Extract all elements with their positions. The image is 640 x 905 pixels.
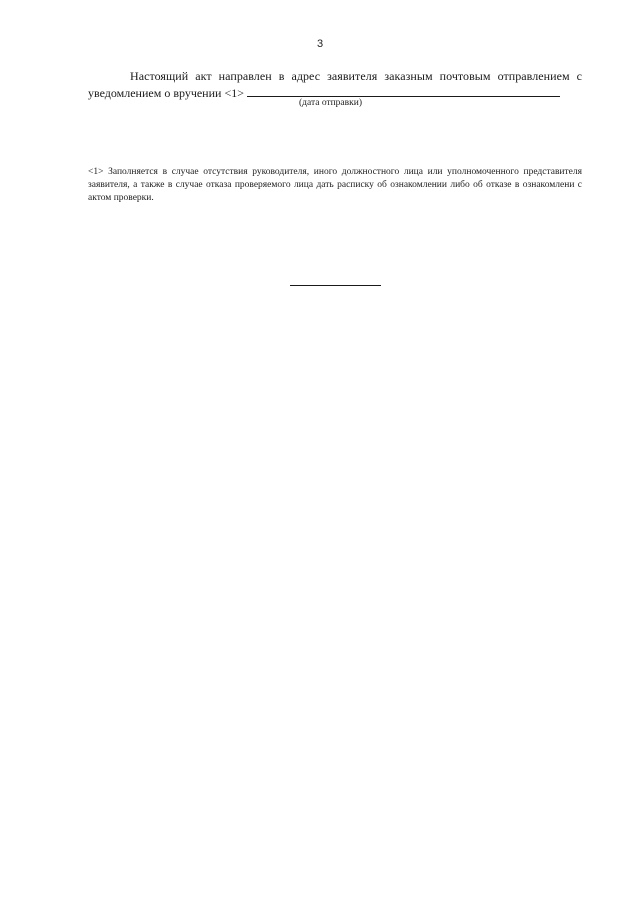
document-end-line — [290, 285, 381, 286]
page-number: 3 — [316, 38, 324, 50]
main-paragraph — [88, 69, 582, 101]
sending-date-blank-line — [247, 84, 560, 97]
sending-date-caption: (дата отправки) — [299, 98, 363, 108]
delivery-notice-label: уведомлением о вручении <1> — [88, 86, 244, 100]
footnote: <1> Заполняется в случае отсутствия руководителя, иного должностного лица или уполномоченного представителя заявителя, а также в случае отказа проверяемого лица дать расписку об ознакомлении либо об отказе в ознакомлени с актом проверки. — [88, 167, 582, 203]
main-paragraph-line-1: Настоящий акт направлен в адрес заявителя заказным почтовым отправлением с — [130, 69, 582, 83]
